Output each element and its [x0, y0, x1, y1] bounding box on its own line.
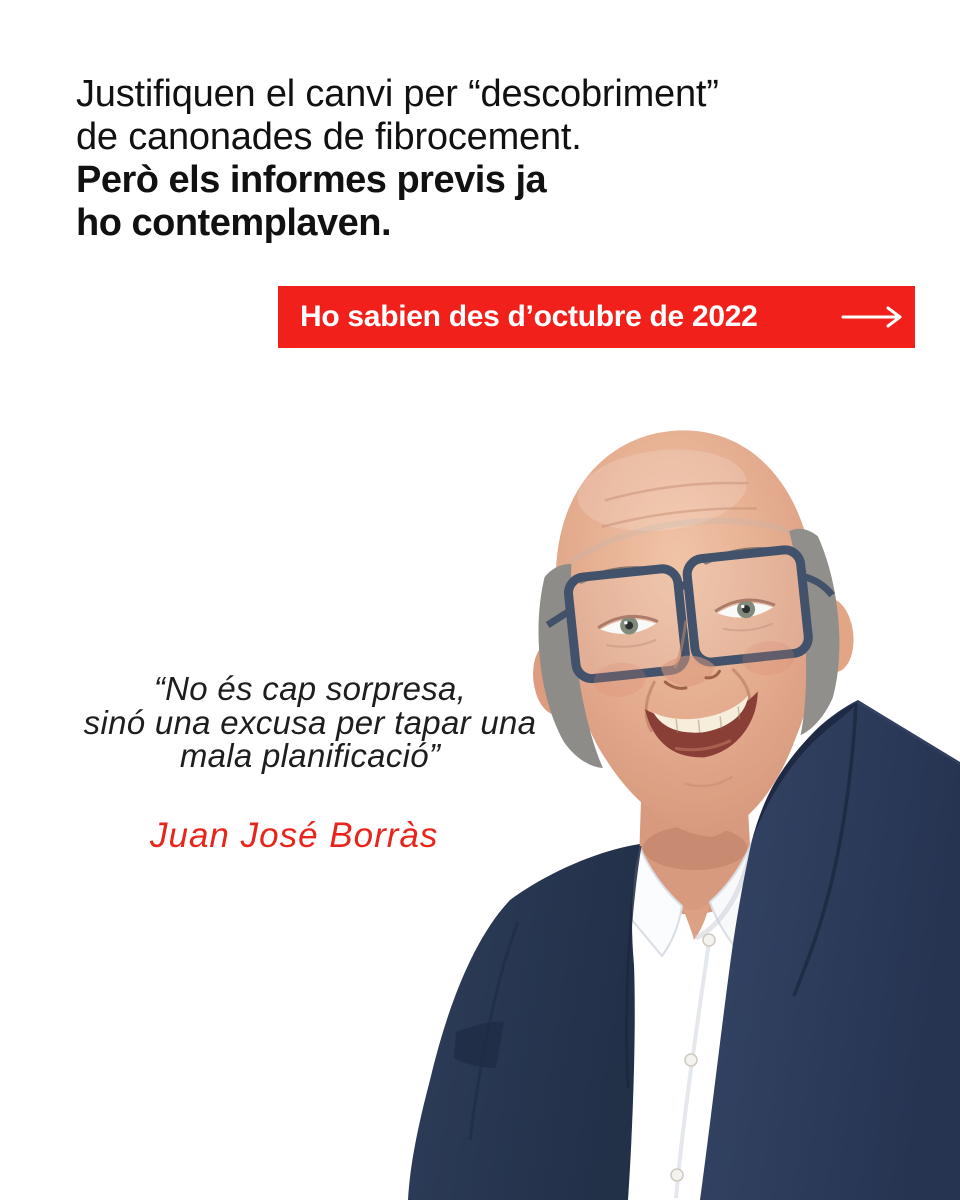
headline-line-3: Però els informes previs ja	[76, 159, 547, 201]
date-banner	[278, 286, 915, 348]
headline-line-2: de canonades de fibrocement.	[76, 116, 582, 158]
headline-line-1: Justifiquen el canvi per “descobriment”	[76, 73, 719, 115]
quote-line-3: mala planificació”	[179, 737, 441, 774]
date-banner-label: Ho sabien des d’octubre de 2022	[300, 300, 758, 333]
right-arrow-icon	[841, 305, 905, 329]
quote	[55, 672, 565, 773]
headline-line-4: ho contemplaven.	[76, 202, 392, 244]
man-portrait-illustration	[400, 420, 960, 1200]
attribution-name: Juan José Borràs	[150, 816, 439, 855]
headline	[76, 73, 719, 245]
portrait-photo	[400, 420, 960, 1200]
quote-line-2: sinó una excusa per tapar una	[83, 703, 537, 741]
quote-line-1: “No és cap sorpresa,	[153, 670, 467, 707]
